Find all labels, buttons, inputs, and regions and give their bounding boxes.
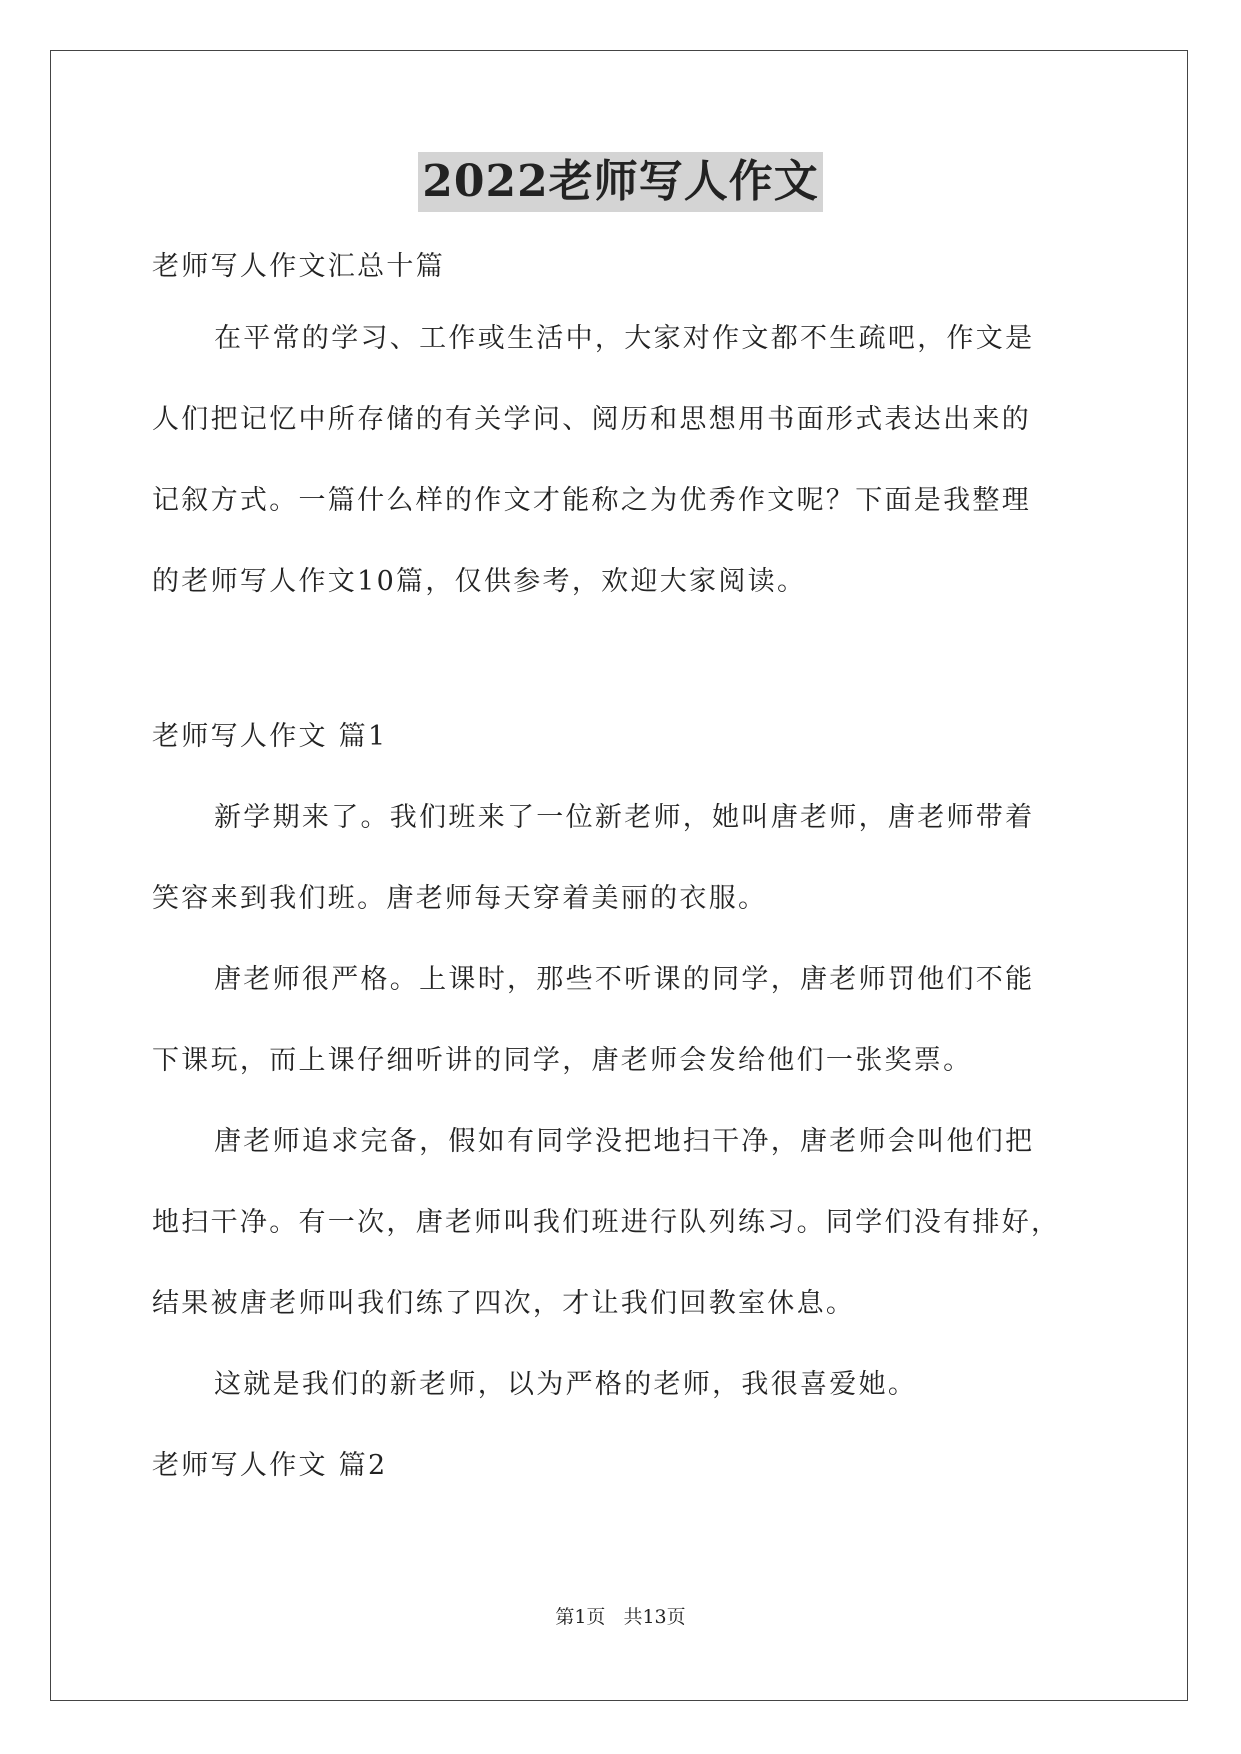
section1-line: 笑容来到我们班。唐老师每天穿着美丽的衣服。 xyxy=(152,883,768,914)
document-title: 2022老师写人作文 xyxy=(418,152,822,212)
section1-line: 这就是我们的新老师，以为严格的老师，我很喜爱她。 xyxy=(214,1369,918,1400)
page-footer xyxy=(0,1602,1241,1629)
title-container xyxy=(0,152,1241,212)
section1-line: 唐老师追求完备，假如有同学没把地扫干净，唐老师会叫他们把 xyxy=(214,1126,1035,1157)
section1-line: 结果被唐老师叫我们练了四次，才让我们回教室休息。 xyxy=(152,1288,856,1319)
intro-line: 人们把记忆中所存储的有关学问、阅历和思想用书面形式表达出来的 xyxy=(152,404,1031,435)
page-number: 第1页 xyxy=(555,1606,606,1628)
section1-line: 唐老师很严格。上课时，那些不听课的同学，唐老师罚他们不能 xyxy=(214,964,1035,995)
page-total: 共13页 xyxy=(623,1606,686,1628)
section-heading-1: 老师写人作文 篇1 xyxy=(152,721,388,752)
section-heading-2: 老师写人作文 篇2 xyxy=(152,1450,388,1481)
section1-line: 新学期来了。我们班来了一位新老师，她叫唐老师，唐老师带着 xyxy=(214,802,1035,833)
subtitle: 老师写人作文汇总十篇 xyxy=(152,251,445,282)
section1-line: 地扫干净。有一次，唐老师叫我们班进行队列练习。同学们没有排好， xyxy=(152,1207,1061,1238)
intro-line: 记叙方式。一篇什么样的作文才能称之为优秀作文呢？下面是我整理 xyxy=(152,485,1031,516)
section1-line: 下课玩，而上课仔细听讲的同学，唐老师会发给他们一张奖票。 xyxy=(152,1045,973,1076)
intro-line: 在平常的学习、工作或生活中，大家对作文都不生疏吧，作文是 xyxy=(214,323,1035,354)
intro-line: 的老师写人作文10篇，仅供参考，欢迎大家阅读。 xyxy=(152,566,807,597)
